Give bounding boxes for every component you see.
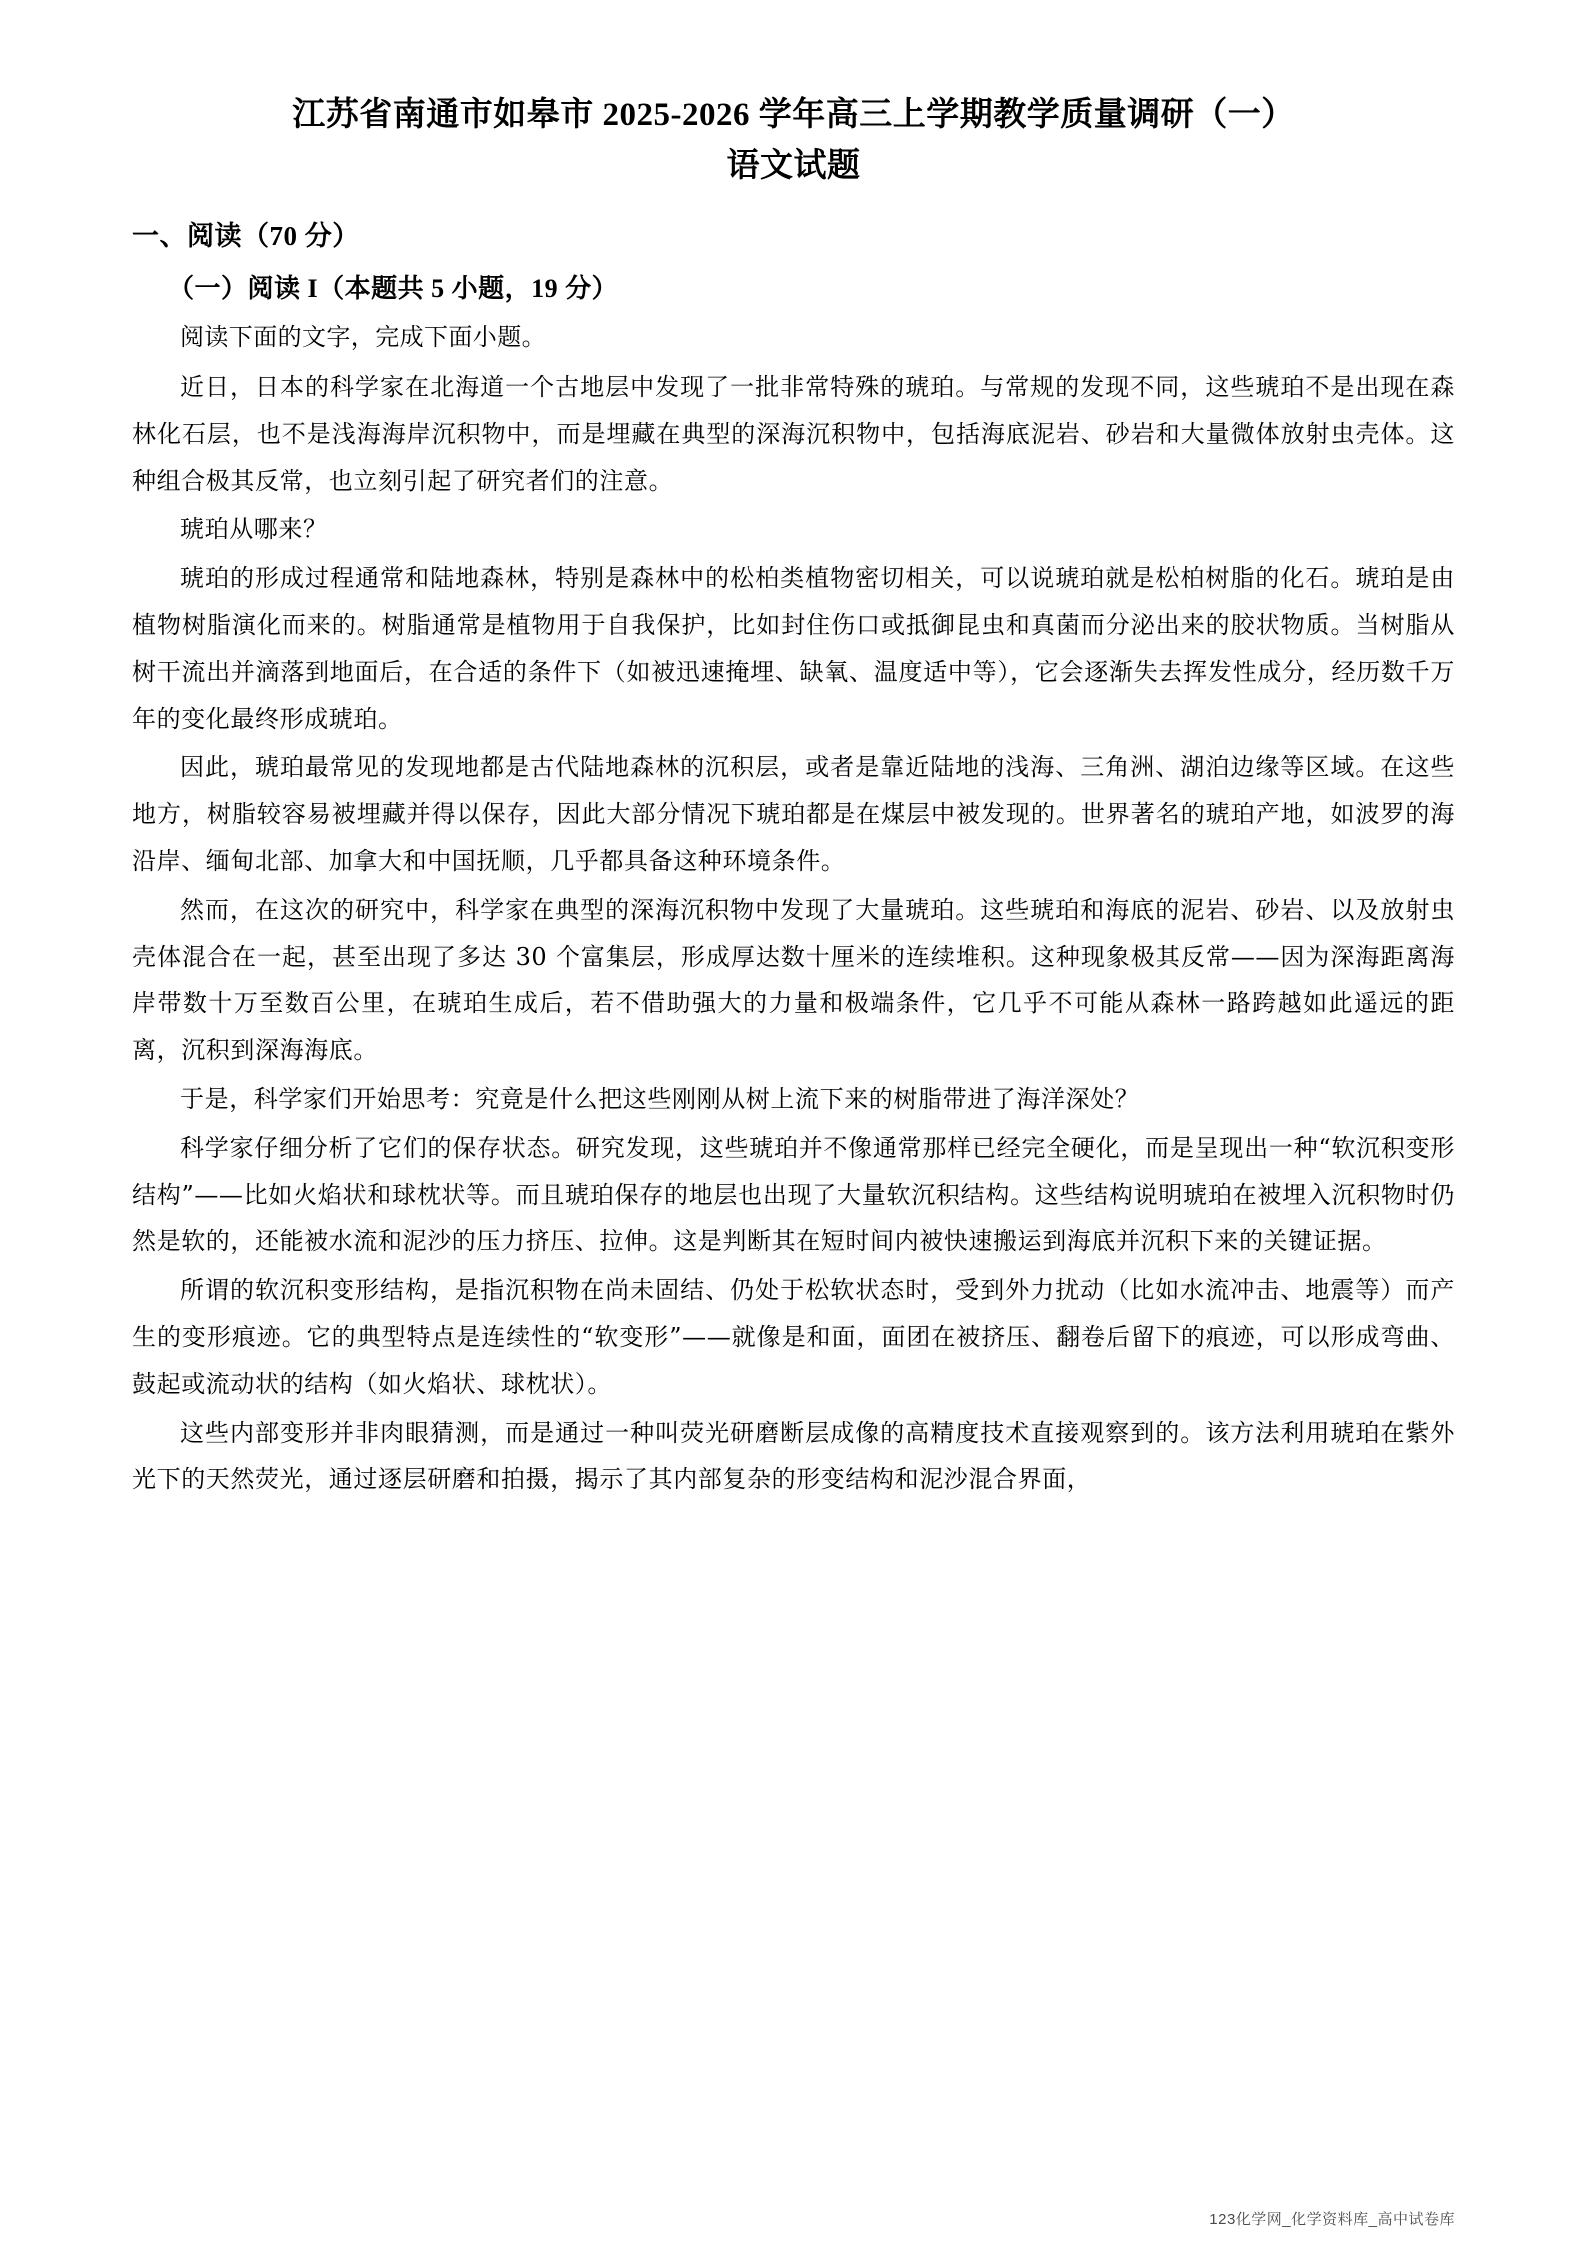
- body-paragraph: 琥珀的形成过程通常和陆地森林，特别是森林中的松柏类植物密切相关，可以说琥珀就是松柏树脂的化石。琥珀是由植物树脂演化而来的。树脂通常是植物用于自我保护，比如封住伤口或抵御昆虫和真菌而分泌出来的胶状物质。当树脂从树干流出并滴落到地面后，在合适的条件下（如被迅速掩埋、缺氧、温度适中等），它会逐渐失去挥发性成分，经历数千万年的变化最终形成琥珀。: [132, 564, 1455, 733]
- body-paragraph: 然而，在这次的研究中，科学家在典型的深海沉积物中发现了大量琥珀。这些琥珀和海底的泥岩、砂岩、以及放射虫壳体混合在一起，甚至出现了多达 30 个富集层，形成厚达数十厘米的连续堆积。这种现象极其反常——因为深海距离海岸带数十万至数百公里，在琥珀生成后，若不借助强大的力量和极端条件，它几乎不可能从森林一路跨越如此遥远的距离，沉积到深海海底。: [132, 895, 1455, 1065]
- section-heading: 一、阅读（70 分）: [132, 221, 360, 252]
- page-title-line2: 语文试题: [726, 148, 861, 185]
- body-paragraph: 科学家仔细分析了它们的保存状态。研究发现，这些琥珀并不像通常那样已经完全硬化，而是呈现出一种“软沉积变形结构”——比如火焰状和球枕状等。而且琥珀保存的地层也出现了大量软沉积结构。这些结构说明琥珀在被埋入沉积物时仍然是软的，还能被水流和泥沙的压力挤压、拉伸。这是判断其在短时间内被快速搬运到海底并沉积下来的关键证据。: [132, 1133, 1455, 1256]
- body-paragraph: 琥珀从哪来？: [180, 515, 328, 544]
- sub-heading: （一）阅读 I（本题共 5 小题，19 分）: [168, 274, 619, 304]
- page-title-line1: 江苏省南通市如皋市 2025-2026 学年高三上学期教学质量调研（一）: [292, 97, 1295, 133]
- body-paragraph: 所谓的软沉积变形结构，是指沉积物在尚未固结、仍处于松软状态时，受到外力扰动（比如水流冲击、地震等）而产生的变形痕迹。它的典型特点是连续性的“软变形”——就像是和面，面团在被挤压、翻卷后留下的痕迹，可以形成弯曲、鼓起或流动状的结构（如火焰状、球枕状）。: [132, 1276, 1455, 1398]
- footer-watermark: 123化学网_化学资料库_高中试卷库: [1209, 2211, 1455, 2228]
- body-paragraph: 因此，琥珀最常见的发现地都是古代陆地森林的沉积层，或者是靠近陆地的浅海、三角洲、湖泊边缘等区域。在这些地方，树脂较容易被埋藏并得以保存，因此大部分情况下琥珀都是在煤层中被发现的。世界著名的琥珀产地，如波罗的海沿岸、缅甸北部、加拿大和中国抚顺，几乎都具备这种环境条件。: [132, 753, 1455, 876]
- body-paragraph: 这些内部变形并非肉眼猜测，而是通过一种叫荧光研磨断层成像的高精度技术直接观察到的。该方法利用琥珀在紫外光下的天然荧光，通过逐层研磨和拍摄，揭示了其内部复杂的形变结构和泥沙混合界面，: [132, 1418, 1455, 1494]
- reading-instruction: 阅读下面的文字，完成下面小题。: [180, 324, 546, 351]
- body-paragraph: 近日，日本的科学家在北海道一个古地层中发现了一批非常特殊的琥珀。与常规的发现不同，这些琥珀不是出现在森林化石层，也不是浅海海岸沉积物中，而是埋藏在典型的深海沉积物中，包括海底泥岩、砂岩和大量微体放射虫壳体。这种组合极其反常，也立刻引起了研究者们的注意。: [132, 373, 1455, 495]
- body-paragraph: 于是，科学家们开始思考：究竟是什么把这些刚刚从树上流下来的树脂带进了海洋深处？: [180, 1085, 1140, 1114]
